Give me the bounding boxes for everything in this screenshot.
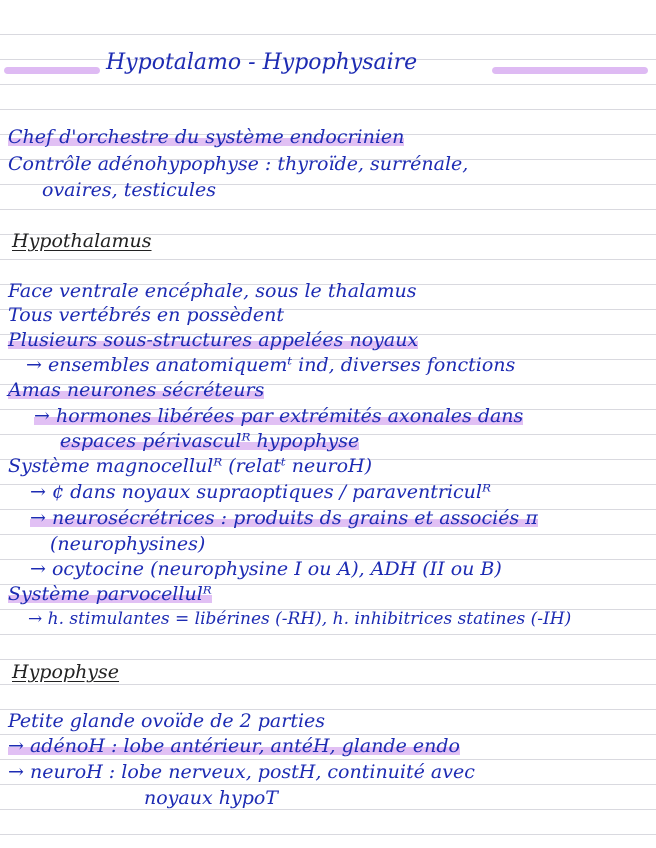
- note-line: → h. stimulantes = libérines (-RH), h. inhibitrices statines (-IH): [28, 609, 572, 629]
- note-line: → hormones libérées par extrémités axonales dans: [34, 405, 524, 427]
- note-line: espaces périvasculᴿ hypophyse: [60, 430, 360, 452]
- section-heading-hypophyse: Hypophyse: [12, 661, 120, 683]
- note-line: → ocytocine (neurophysine I ou A), ADH (II ou B): [30, 558, 502, 580]
- note-line: (neurophysines): [50, 533, 206, 555]
- note-line: Système magnocellulᴿ (relatᵗ neuroH): [8, 455, 372, 477]
- note-line: Amas neurones sécréteurs: [8, 379, 265, 401]
- section-heading-hypothalamus: Hypothalamus: [12, 230, 152, 252]
- note-line: → neurosécrétrices : produits ds grains et associés π: [30, 507, 538, 529]
- note-line: → neuroH : lobe nerveux, postH, continuité avec: [8, 761, 475, 783]
- note-line: noyaux hypoT: [144, 787, 278, 809]
- intro-line: ovaires, testicules: [42, 179, 217, 201]
- intro-line: Contrôle adénohypophyse : thyroïde, surrénale,: [8, 153, 469, 175]
- title-row: [0, 48, 656, 78]
- note-line: → adénoH : lobe antérieur, antéH, glande endo: [8, 735, 460, 757]
- intro-line: Chef d'orchestre du système endocrinien: [8, 126, 405, 148]
- note-line: Face ventrale encéphale, sous le thalamus: [8, 280, 417, 302]
- note-line: Plusieurs sous-structures appelées noyaux: [8, 329, 419, 351]
- note-line: → ¢ dans noyaux supraoptiques / paraventriculᴿ: [30, 481, 491, 503]
- page-title: Hypotalamo - Hypophysaire: [106, 50, 418, 75]
- title-highlight-right: [492, 67, 648, 74]
- note-line: → ensembles anatomiquemᵗ ind, diverses fonctions: [26, 354, 516, 376]
- note-line: Tous vertébrés en possèdent: [8, 304, 285, 326]
- note-line: Petite glande ovoïde de 2 parties: [8, 710, 326, 732]
- title-highlight-left: [4, 67, 100, 74]
- note-line: Système parvocellulᴿ: [8, 583, 212, 605]
